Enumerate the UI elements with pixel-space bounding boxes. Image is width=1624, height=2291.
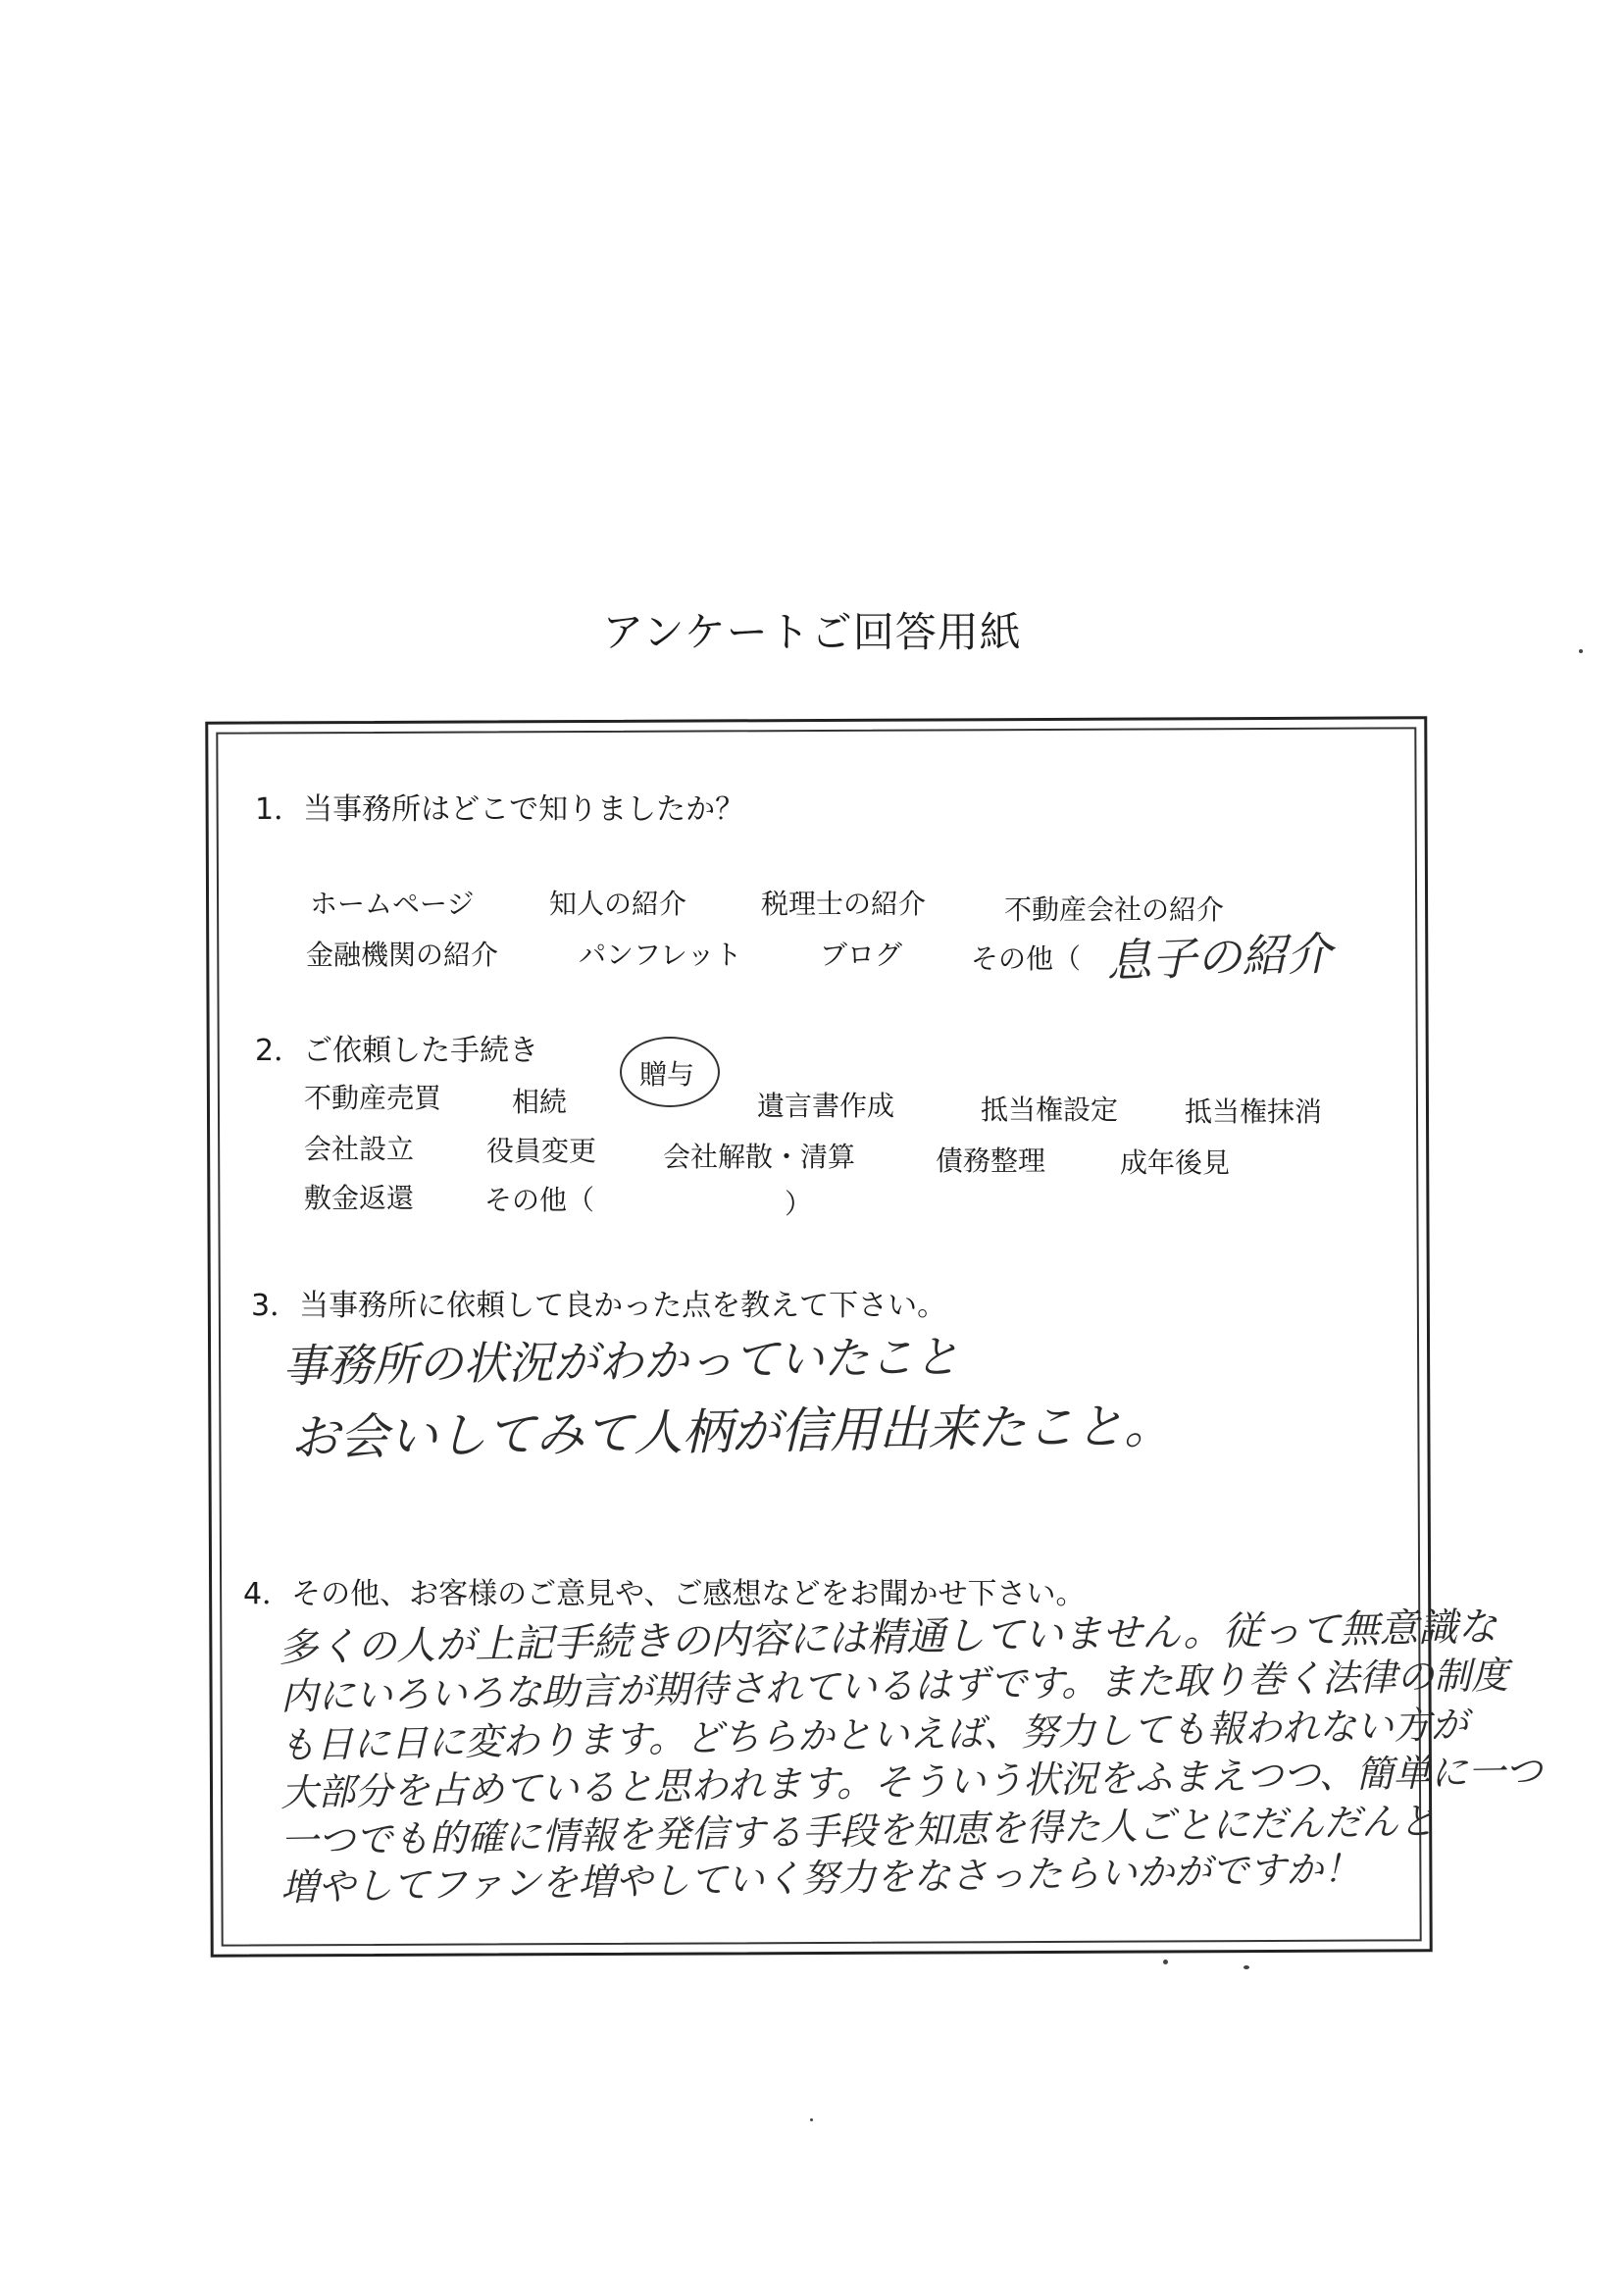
q2-option-dissolution-liquidation[interactable]: 会社解散・清算 (663, 1141, 856, 1173)
q2-option-debt-consolidation[interactable]: 債務整理 (936, 1145, 1046, 1177)
survey-title: アンケートご回答用紙 (602, 608, 1022, 656)
q2-other-closing-paren: ） (785, 1188, 813, 1220)
q2-option-adult-guardianship[interactable]: 成年後見 (1120, 1146, 1231, 1179)
scan-speck (1579, 649, 1583, 653)
q2-option-gift[interactable]: 贈与 (639, 1058, 695, 1091)
q1-other-handwritten-answer: 息子の紹介 (1105, 927, 1333, 988)
q1-option-other[interactable]: その他（ (971, 942, 1082, 975)
q2-option-real-estate-sale[interactable]: 不動産売買 (304, 1082, 442, 1114)
question-4-label: 4．その他、お客様のご意見や、ご感想などをお聞かせ下さい。 (243, 1577, 1086, 1611)
question-3-label: 3．当事務所に依頼して良かった点を教えて下さい。 (251, 1289, 947, 1323)
q2-option-deposit-return[interactable]: 敷金返還 (304, 1182, 415, 1214)
q2-option-company-establishment[interactable]: 会社設立 (304, 1133, 415, 1165)
q4-answer-line-4: 大部分を占めていると思われます。そういう状況をふまえつつ、簡単に一つ (279, 1749, 1544, 1815)
scan-speck (1243, 1965, 1249, 1969)
question-1-label: 1．当事務所はどこで知りましたか？ (255, 792, 745, 827)
q2-option-will-drafting[interactable]: 遺言書作成 (757, 1090, 895, 1122)
q1-option-tax-accountant[interactable]: 税理士の紹介 (761, 888, 927, 920)
question-2-label: 2．ご依頼した手続き (255, 1034, 539, 1068)
q1-option-financial-institution[interactable]: 金融機関の紹介 (306, 939, 499, 971)
q2-option-inheritance[interactable]: 相続 (512, 1086, 568, 1118)
q4-answer-line-5: 一つでも的確に情報を発信する手段を知恵を得た人ごとにだんだんと (279, 1799, 1437, 1863)
q1-option-homepage[interactable]: ホームページ (310, 888, 475, 920)
q2-option-other[interactable]: その他（ (484, 1184, 595, 1216)
q2-option-officer-change[interactable]: 役員変更 (486, 1135, 597, 1167)
q3-answer-line-1: 事務所の状況がわかっていたこと (281, 1330, 960, 1393)
q2-option-mortgage-setting[interactable]: 抵当権設定 (981, 1094, 1119, 1126)
q4-answer-line-1: 多くの人が上記手続きの内容には精通していません。従って無意識な (278, 1604, 1497, 1671)
q3-answer-line-2: お会いしてみて人柄が信用出来たこと。 (289, 1397, 1174, 1467)
q1-option-acquaintance[interactable]: 知人の紹介 (549, 888, 687, 920)
scan-speck (810, 2118, 813, 2121)
q1-option-real-estate-company[interactable]: 不動産会社の紹介 (1004, 893, 1225, 926)
q1-option-pamphlet[interactable]: パンフレット (579, 939, 742, 971)
q1-option-blog[interactable]: ブログ (820, 939, 903, 971)
q4-answer-line-6: 増やしてファンを増やしていく努力をなさったらいかがですか！ (279, 1847, 1361, 1909)
scan-speck (1163, 1960, 1168, 1964)
q4-answer-line-3: も日に日に変わります。どちらかといえば、努力しても報われない方が (278, 1703, 1469, 1767)
q4-answer-line-2: 内にいろいろな助言が期待されているはずです。また取り巻く法律の制度 (279, 1654, 1509, 1718)
q2-option-mortgage-cancellation[interactable]: 抵当権抹消 (1185, 1095, 1323, 1128)
